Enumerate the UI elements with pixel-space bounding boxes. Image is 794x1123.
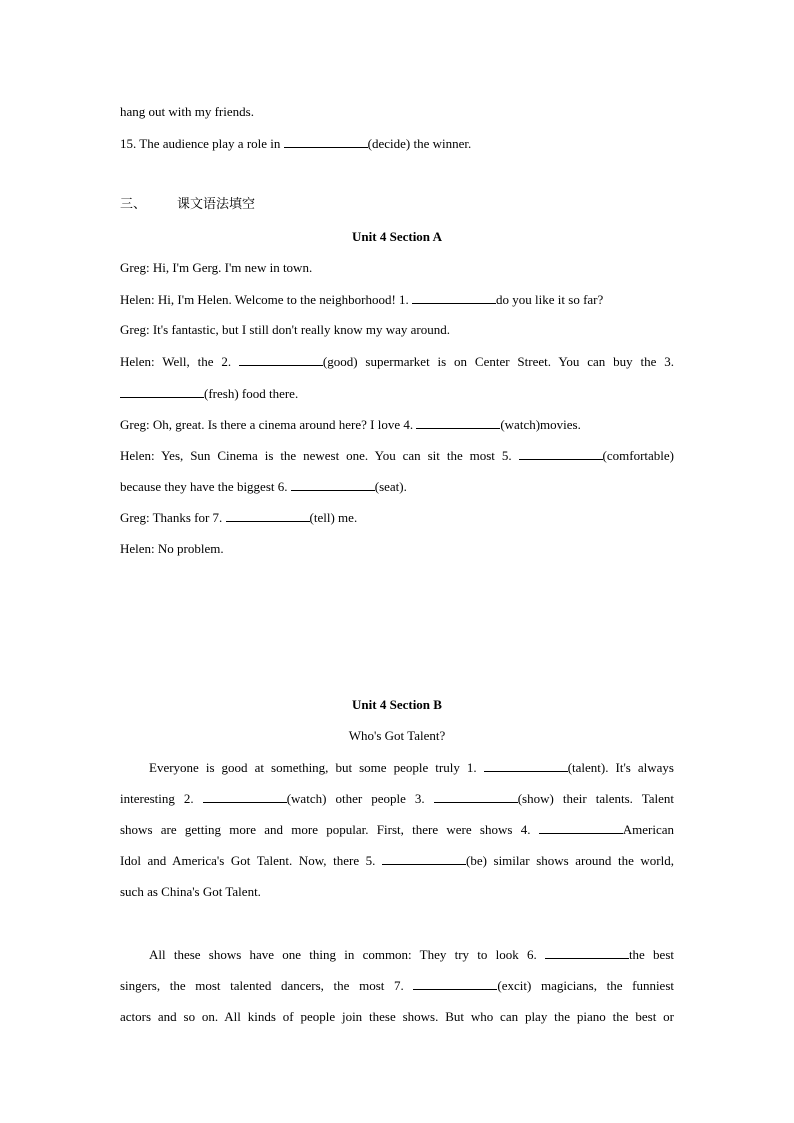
answer-blank-6[interactable] (291, 478, 375, 491)
dialogue-line: Greg: Oh, great. Is there a cinema around here? I love 4. (watch)movies. (120, 417, 581, 432)
answer-blank-5[interactable] (519, 447, 603, 460)
dialogue-line: Helen: No problem. (120, 541, 224, 556)
passage-title: Who's Got Talent? (348, 728, 446, 743)
answer-blank[interactable] (284, 135, 368, 148)
answer-blank-b3[interactable] (434, 790, 518, 803)
dialogue-line: Greg: Hi, I'm Gerg. I'm new in town. (120, 260, 313, 275)
passage-line: All these shows have one thing in common: They try to look 6. the best (149, 947, 674, 962)
passage-line: actors and so on. All kinds of people join these shows. But who can play the piano the best or (120, 1009, 674, 1024)
answer-blank-2[interactable] (239, 353, 323, 366)
passage-line: shows are getting more and more popular. First, there were shows 4. American (120, 822, 674, 837)
passage-line: singers, the most talented dancers, the most 7. (excit) magicians, the funniest (120, 978, 674, 993)
dialogue-line: Helen: Yes, Sun Cinema is the newest one. You can sit the most 5. (comfortable) (120, 448, 674, 463)
answer-blank-7[interactable] (226, 509, 310, 522)
answer-blank-b2[interactable] (203, 790, 287, 803)
dialogue-line: (fresh) food there. (120, 385, 674, 402)
dialogue-line: Greg: It's fantastic, but I still don't really know my way around. (120, 322, 450, 337)
answer-blank-b1[interactable] (484, 759, 568, 772)
section-number: 三、 (120, 197, 147, 212)
dialogue-line: because they have the biggest 6. (seat). (120, 479, 407, 494)
passage-line: such as China's Got Talent. (120, 884, 261, 899)
answer-blank-4[interactable] (416, 416, 500, 429)
answer-blank-b6[interactable] (545, 946, 629, 959)
answer-blank-1[interactable] (412, 291, 496, 304)
question-15: 15. The audience play a role in (decide) the winner. (120, 136, 472, 151)
passage-line: Idol and America's Got Talent. Now, there 5. (be) similar shows around the world, (120, 853, 674, 868)
text-line: hang out with my friends. (120, 104, 254, 119)
dialogue-line: Helen: Hi, I'm Helen. Welcome to the neighborhood! 1. do you like it so far? (120, 292, 604, 307)
answer-blank-b7[interactable] (413, 977, 497, 990)
dialogue-line: Helen: Well, the 2. (good) supermarket is on Center Street. You can buy the 3. (120, 354, 674, 369)
answer-blank-b5[interactable] (382, 852, 466, 865)
dialogue-line: Greg: Thanks for 7. (tell) me. (120, 510, 358, 525)
answer-blank-3[interactable] (120, 385, 204, 398)
section-a-heading: Unit 4 Section A (352, 229, 442, 244)
section-b-heading: Unit 4 Section B (352, 697, 442, 712)
passage-line: Everyone is good at something, but some people truly 1. (talent). It's always (149, 760, 674, 775)
section-name: 课文语法填空 (177, 197, 256, 212)
section-3-title (120, 197, 255, 213)
passage-line: interesting 2. (watch) other people 3. (show) their talents. Talent (120, 791, 674, 806)
answer-blank-b4[interactable] (539, 821, 623, 834)
